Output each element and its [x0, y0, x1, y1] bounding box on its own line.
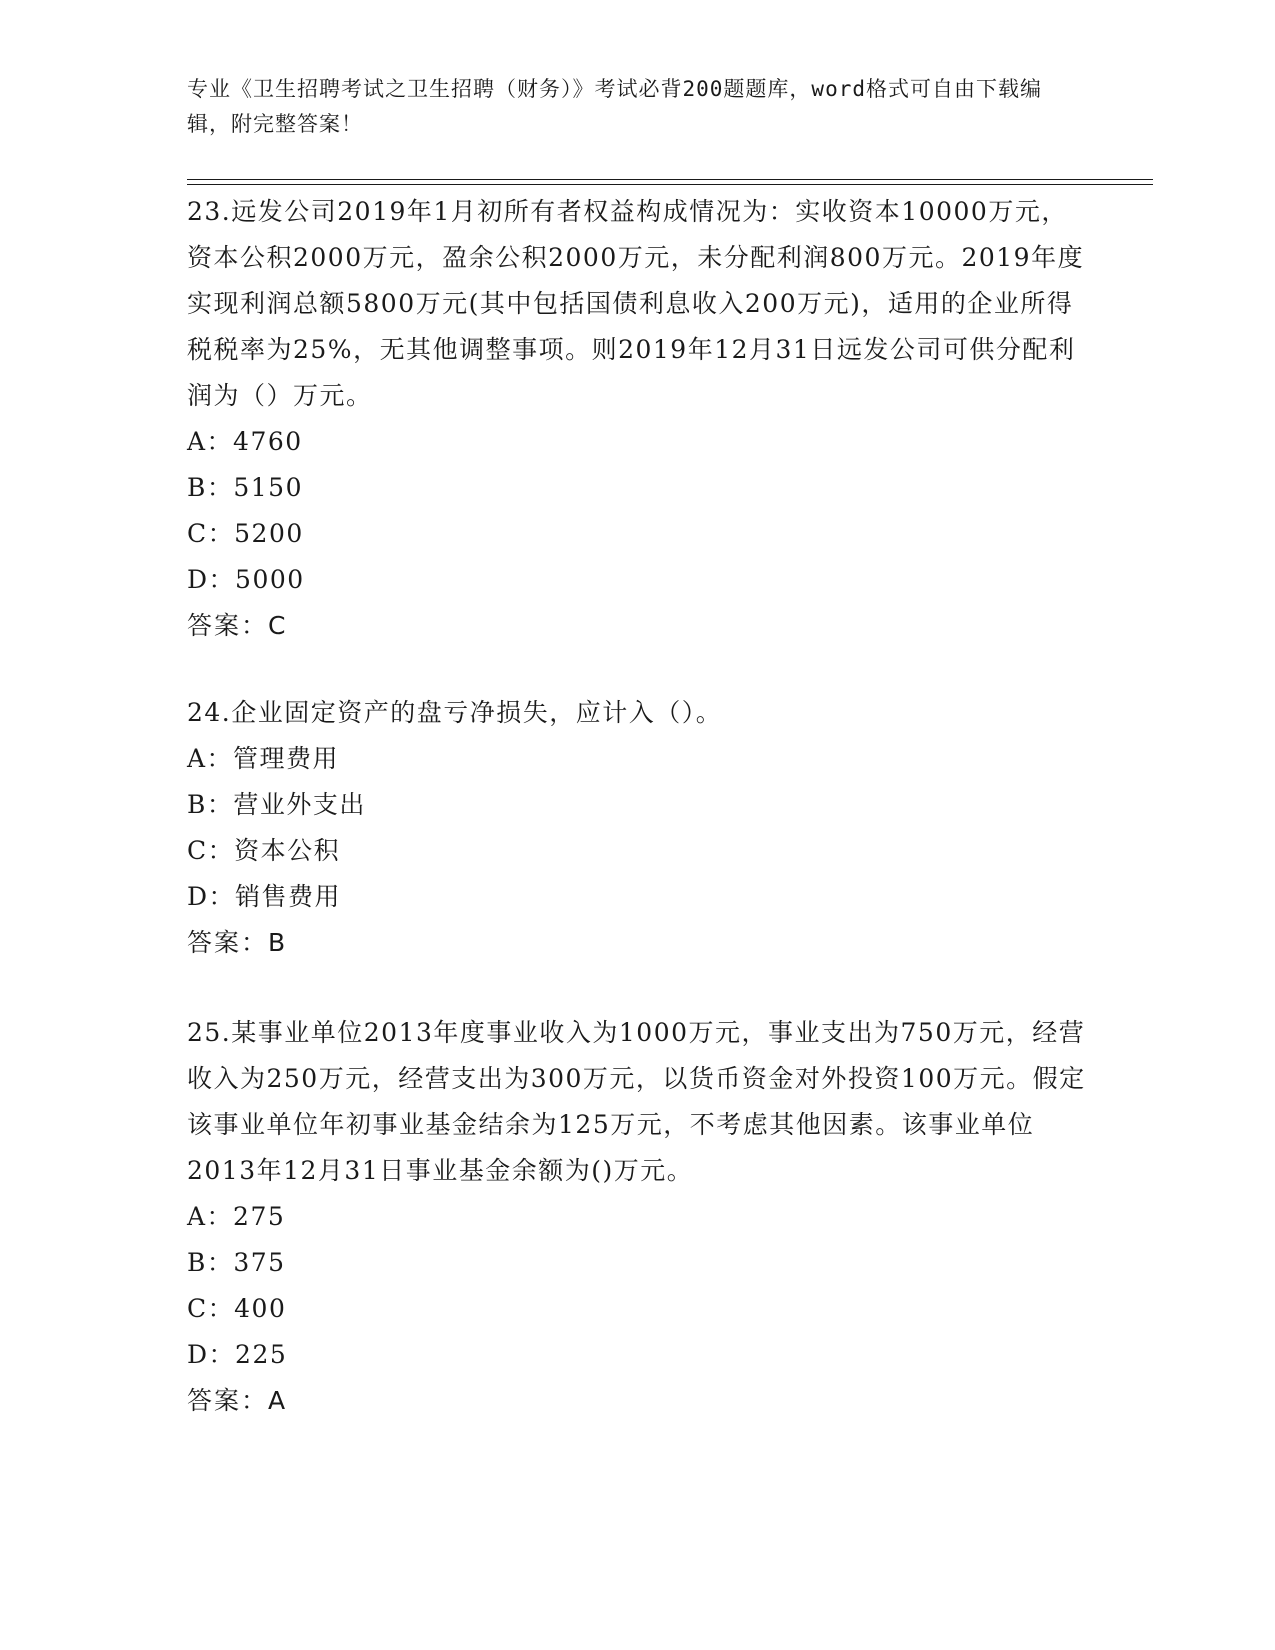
option-d: D：225 [187, 1340, 288, 1369]
option-b: B：375 [187, 1248, 286, 1277]
option-a: A：275 [187, 1202, 286, 1231]
option-b: B：营业外支出 [187, 790, 366, 819]
question-stem: 24.企业固定资产的盘亏净损失，应计入（）。 [187, 698, 723, 727]
option-a: A：4760 [187, 427, 303, 456]
option-d: D：销售费用 [187, 882, 342, 911]
option-c: C：400 [187, 1294, 287, 1323]
question-stem: 23.远发公司2019年1月初所有者权益构成情况为：实收资本10000万元，资本公积2000万元，盈余公积2000万元，未分配利润800万元。2019年度实现利润总额5800万元(其中包括国债利息收入200万元)，适用的企业所得税税率为25%，无其他调整事项。则2019年12月31日远发公司可供分配利润为（）万元。 [187, 197, 1085, 410]
question-25 [187, 1010, 1087, 1424]
question-stem: 25.某事业单位2013年度事业收入为1000万元，事业支出为750万元，经营收入为250万元，经营支出为300万元，以货币资金对外投资100万元。假定该事业单位年初事业基金结余为125万元，不考虑其他因素。该事业单位2013年12月31日事业基金余额为()万元。 [187, 1018, 1086, 1185]
question-24 [187, 690, 1087, 966]
answer-key: 答案：B [187, 928, 288, 957]
option-c: C：资本公积 [187, 836, 341, 865]
option-b: B：5150 [187, 473, 303, 502]
option-d: D：5000 [187, 565, 305, 594]
option-c: C：5200 [187, 519, 304, 548]
header-divider-top [187, 179, 1153, 180]
question-23 [187, 189, 1087, 649]
answer-key: 答案：C [187, 611, 288, 640]
header-divider-bottom [187, 184, 1153, 185]
option-a: A：管理费用 [187, 744, 340, 773]
answer-key: 答案：A [187, 1386, 288, 1415]
document-header: 专业《卫生招聘考试之卫生招聘（财务）》考试必背200题题库，word格式可自由下载编辑，附完整答案！ [187, 77, 1042, 136]
